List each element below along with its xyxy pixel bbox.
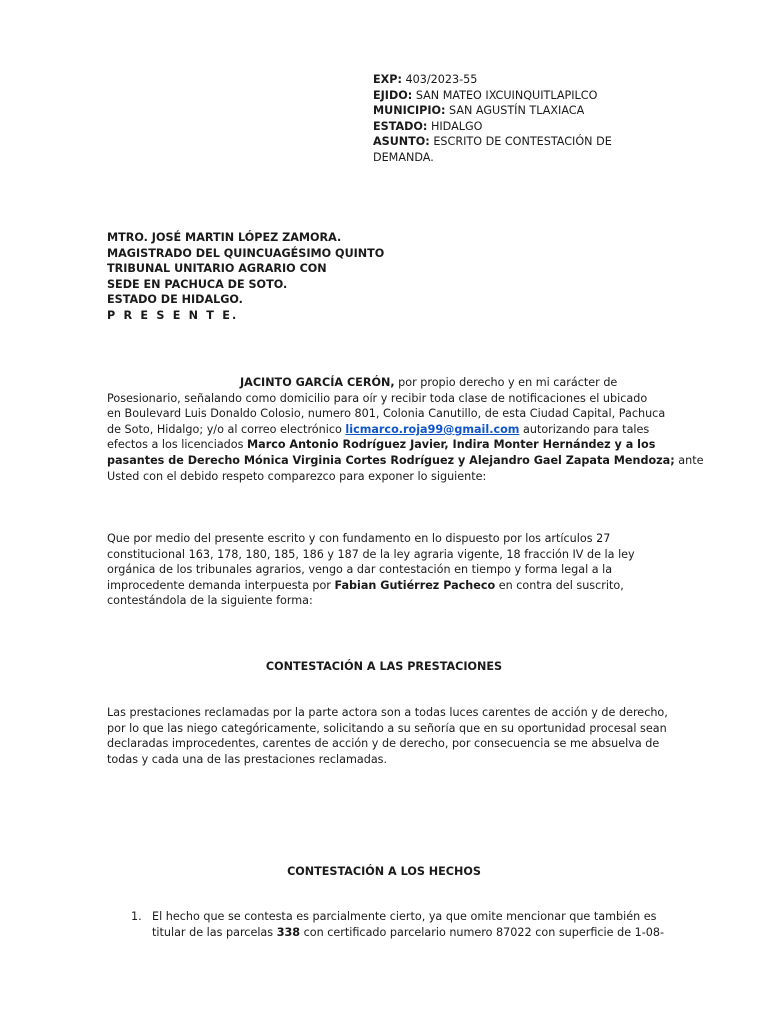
list-item-text <box>152 909 665 940</box>
intro-paragraph <box>107 375 704 484</box>
intro-line-1: JACINTO GARCÍA CERÓN, por propio derecho y en mi carácter de <box>240 376 618 389</box>
exp-line: EXP: 403/2023-55 <box>373 73 478 86</box>
estado-line: ESTADO: HIDALGO <box>373 119 483 133</box>
municipio-line: MUNICIPIO: SAN AGUSTÍN TLAXIACA <box>373 104 585 118</box>
intro-line-7: Usted con el debido respeto comparezco para exponer lo siguiente: <box>107 469 487 483</box>
list-item-number: 1. <box>131 910 142 923</box>
hechos-item-line-2: titular de las parcelas 338 con certificado parcelario numero 87022 con superficie de 1-08- <box>152 925 665 939</box>
addressee-block <box>107 230 407 324</box>
addressee-line-2: MAGISTRADO DEL QUINCUAGÉSIMO QUINTO <box>107 246 385 260</box>
addressee-line-1: MTRO. JOSÉ MARTIN LÓPEZ ZAMORA. <box>107 231 342 244</box>
list-item <box>107 909 665 940</box>
addressee-line-3: TRIBUNAL UNITARIO AGRARIO CON <box>107 262 327 276</box>
hechos-heading: CONTESTACIÓN A LOS HECHOS <box>287 865 481 878</box>
prestaciones-heading: CONTESTACIÓN A LAS PRESTACIONES <box>265 660 503 673</box>
case-header <box>373 72 643 166</box>
prestaciones-line-2: por lo que las niego categóricamente, solicitando a su señoría que en su oportunidad procesal sean <box>107 721 667 735</box>
intro-line-6: pasantes de Derecho Mónica Virginia Cortes Rodríguez y Alejandro Gael Zapata Mendoza; ante <box>107 453 704 467</box>
intro-line-5: efectos a los licenciados Marco Antonio Rodríguez Javier, Indira Monter Hernández y a los <box>107 438 656 452</box>
prestaciones-line-4: todas y cada una de las prestaciones reclamadas. <box>107 752 388 766</box>
prestaciones-line-1: Las prestaciones reclamadas por la parte actora son a todas luces carentes de acción y de derecho, <box>107 706 668 719</box>
foundation-line-5: contestándola de la siguiente forma: <box>107 594 313 608</box>
foundation-paragraph <box>107 531 661 609</box>
intro-line-3: en Boulevard Luis Donaldo Colosio, numero 801, Colonia Canutillo, de esta Ciudad Capital, Pachuca <box>107 407 666 421</box>
foundation-line-4: improcedente demanda interpuesta por Fabian Gutiérrez Pacheco en contra del suscrito, <box>107 578 624 592</box>
email-link[interactable]: licmarco.roja99@gmail.com <box>345 422 520 436</box>
intro-line-4: de Soto, Hidalgo; y/o al correo electrónico licmarco.roja99@gmail.com autorizando para tales <box>107 422 650 436</box>
foundation-line-2: constitucional 163, 178, 180, 185, 186 y 187 de la ley agraria vigente, 18 fracción IV de la ley <box>107 547 635 561</box>
asunto-line-2: DEMANDA. <box>373 150 434 164</box>
addressee-line-4: SEDE EN PACHUCA DE SOTO. <box>107 277 288 291</box>
hechos-item-line-1: El hecho que se contesta es parcialmente cierto, ya que omite mencionar que también es <box>152 910 657 923</box>
intro-line-2: Posesionario, señalando como domicilio para oír y recibir toda clase de notificaciones el ubicado <box>107 391 648 405</box>
prestaciones-line-3: declaradas improcedentes, carentes de acción y de derecho, por consecuencia se me absuelva de <box>107 737 660 751</box>
foundation-line-1: Que por medio del presente escrito y con fundamento en lo dispuesto por los artículos 27 <box>107 532 611 545</box>
addressee-line-5: ESTADO DE HIDALGO. <box>107 293 243 307</box>
foundation-line-3: orgánica de los tribunales agrarios, vengo a dar contestación en tiempo y forma legal a la <box>107 563 613 577</box>
ejido-line: EJIDO: SAN MATEO IXCUINQUITLAPILCO <box>373 88 598 102</box>
prestaciones-paragraph <box>107 705 668 767</box>
addressee-presente: P R E S E N T E. <box>107 308 239 322</box>
asunto-line: ASUNTO: ESCRITO DE CONTESTACIÓN DE <box>373 135 612 149</box>
